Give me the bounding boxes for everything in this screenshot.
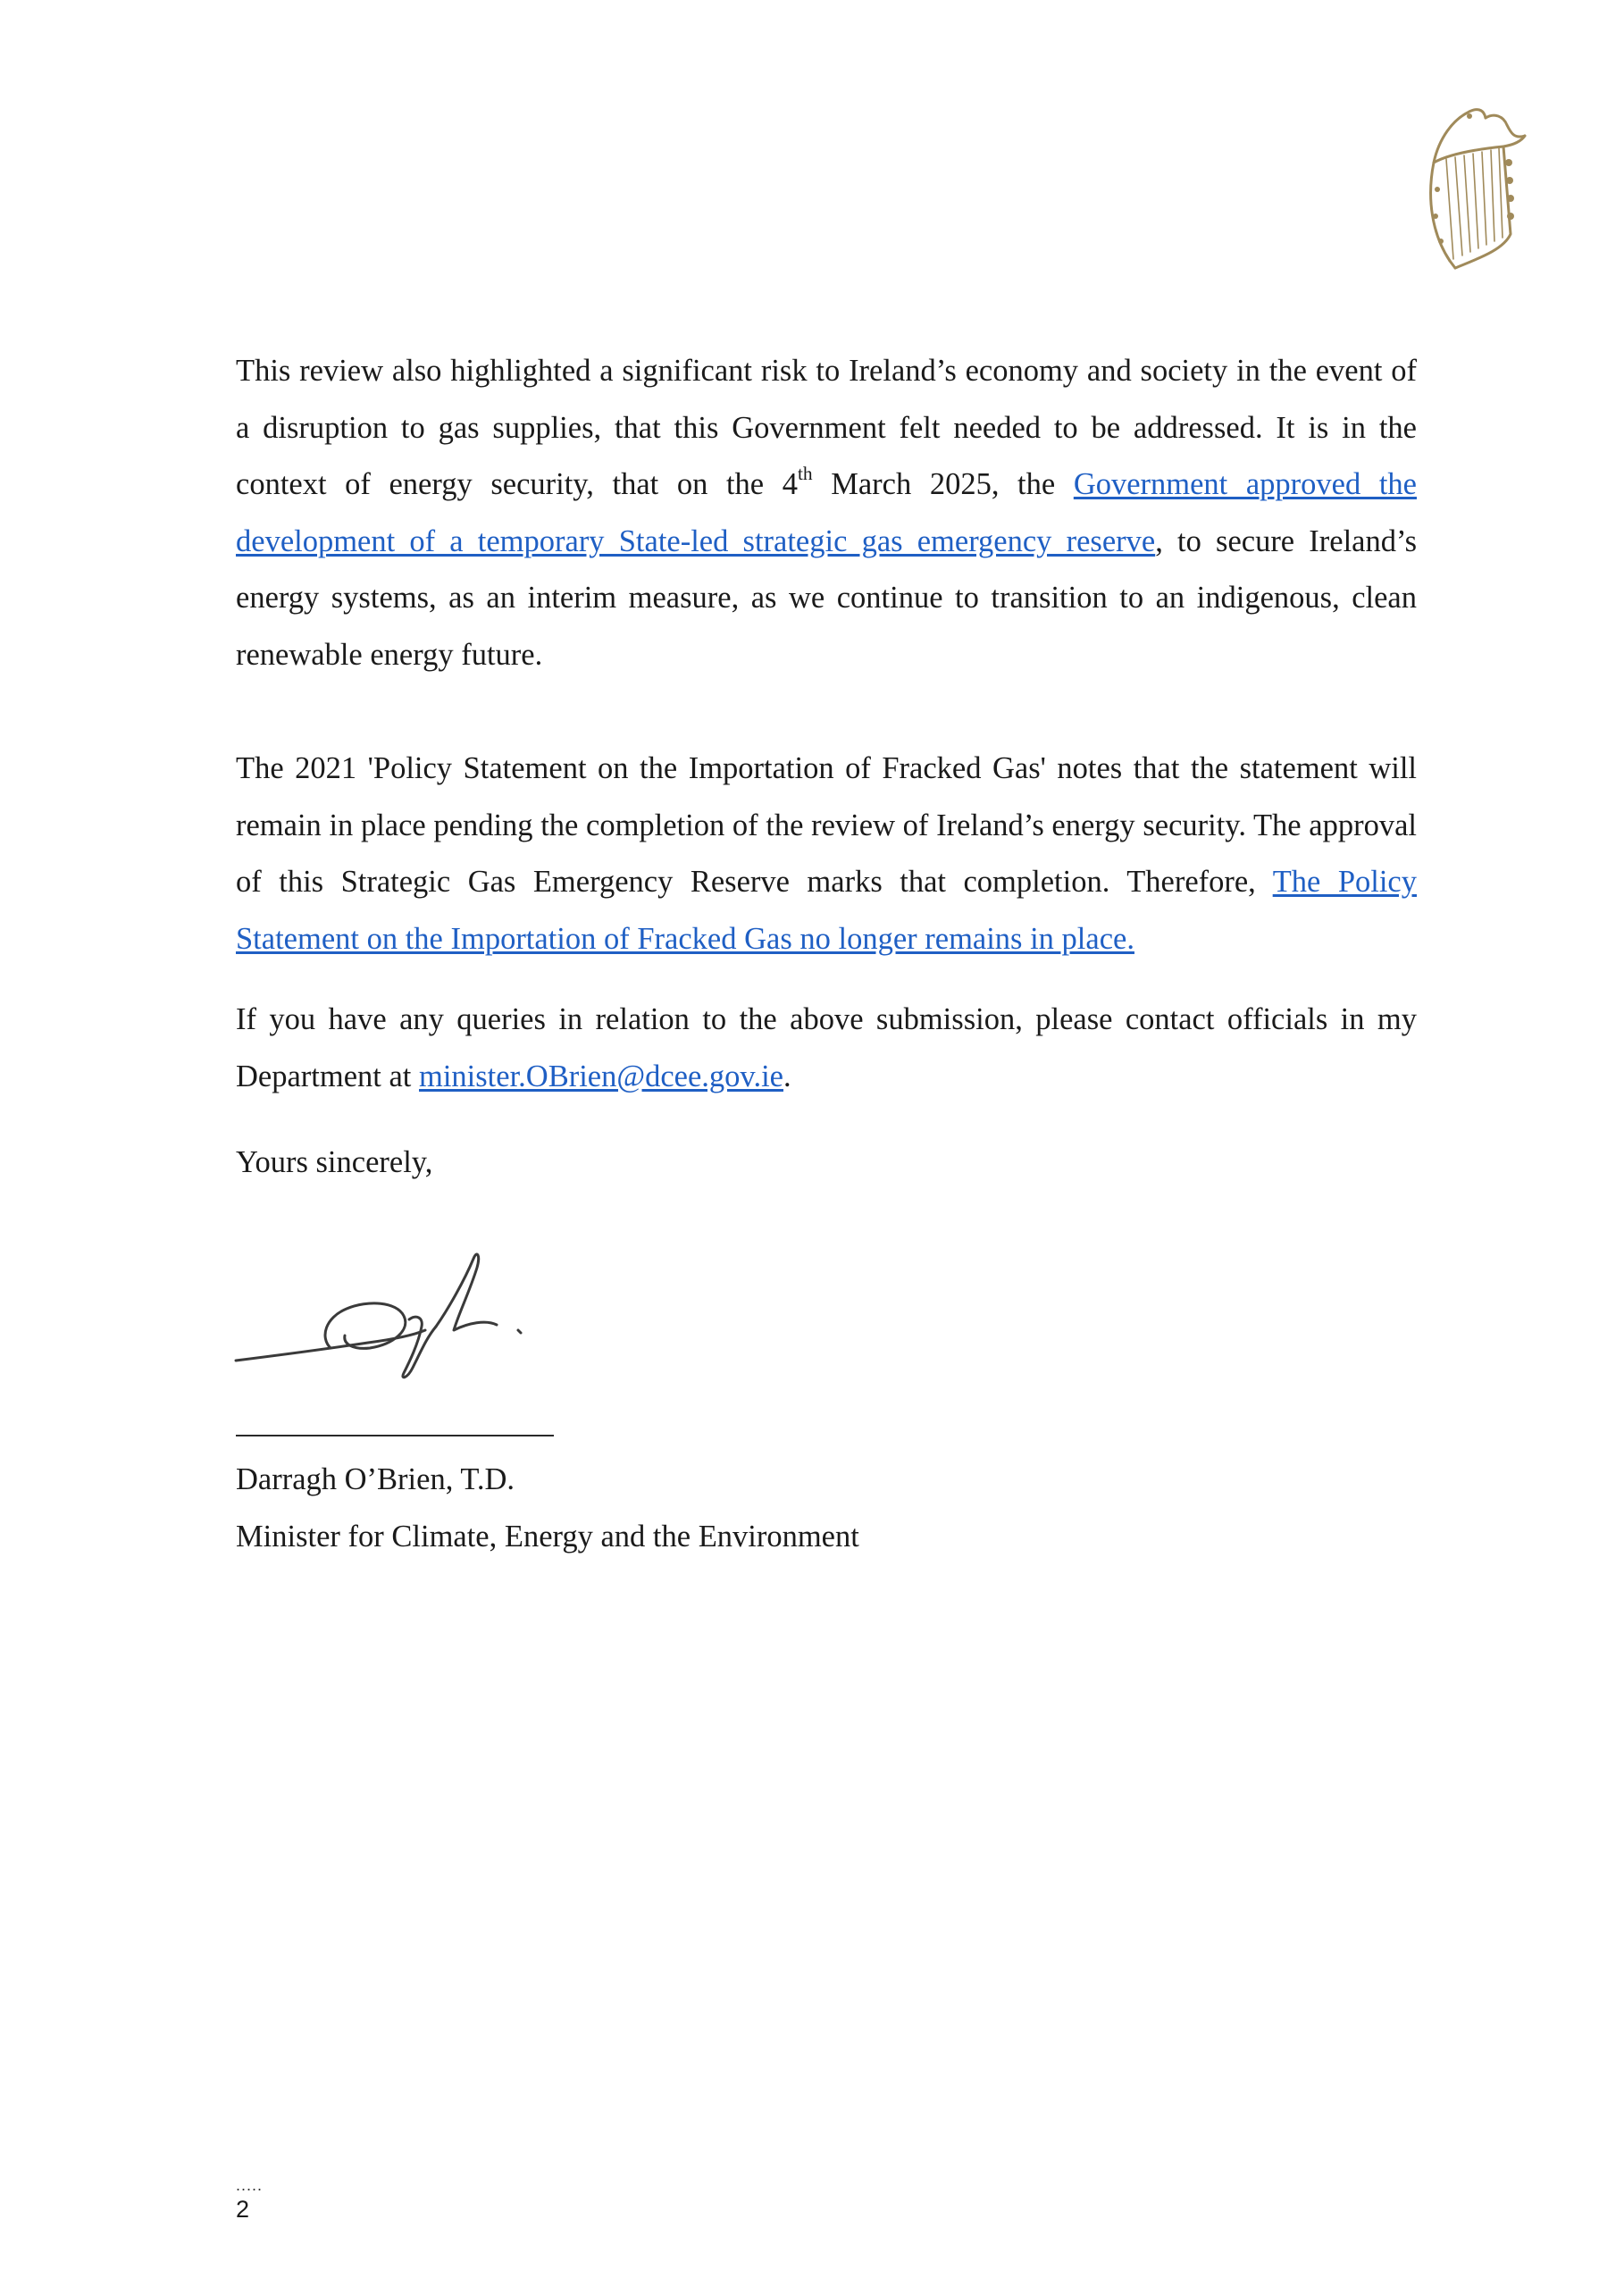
paragraph-policy-statement <box>236 741 1417 967</box>
signatory-block <box>236 1452 859 1565</box>
paragraph-text: This review also highlighted a significant risk to Ireland’s economy and society in the event of a disruption to gas supplies, that this Government felt needed to be addressed. It is in the context of energy security, that on the 4 <box>236 354 1417 501</box>
paragraph-text: . <box>783 1059 791 1093</box>
gas-reserve-link[interactable]: Government approved the development of a temporary State-led strategic gas emergency reserve <box>236 467 1417 558</box>
paragraph-text: , to secure Ireland’s energy systems, as an interim measure, as we continue to transition to an indigenous, clean renewable energy future. <box>236 523 1417 672</box>
page-number: 2 <box>236 2196 250 2223</box>
email-link[interactable]: minister.OBrien@dcee.gov.ie <box>419 1059 783 1093</box>
ordinal-suffix: th <box>797 463 813 485</box>
footer-continuation-dots: ..... <box>236 2176 264 2194</box>
signature-line <box>236 1435 554 1436</box>
paragraph-text: If you have any queries in relation to the above submission, please contact officials in my Department at <box>236 1002 1417 1093</box>
paragraph-text: The 2021 'Policy Statement on the Importation of Fracked Gas' notes that the statement will remain in place pending the completion of the review of Ireland’s energy security. The approval of this Strategic Gas Emergency Reserve marks that completion. Therefore, <box>236 751 1417 899</box>
signatory-title: Minister for Climate, Energy and the Environment <box>236 1519 859 1554</box>
closing-salutation: Yours sincerely, <box>236 1145 433 1179</box>
harp-icon <box>1414 100 1532 275</box>
paragraph-energy-security <box>236 343 1417 683</box>
paragraph-text: March 2025, the <box>812 467 1074 501</box>
signatory-name: Darragh O’Brien, T.D. <box>236 1462 515 1496</box>
policy-statement-link[interactable]: The Policy Statement on the Importation of Fracked Gas no longer remains in place. <box>236 865 1417 956</box>
paragraph-queries <box>236 992 1417 1105</box>
signature <box>234 1237 538 1385</box>
